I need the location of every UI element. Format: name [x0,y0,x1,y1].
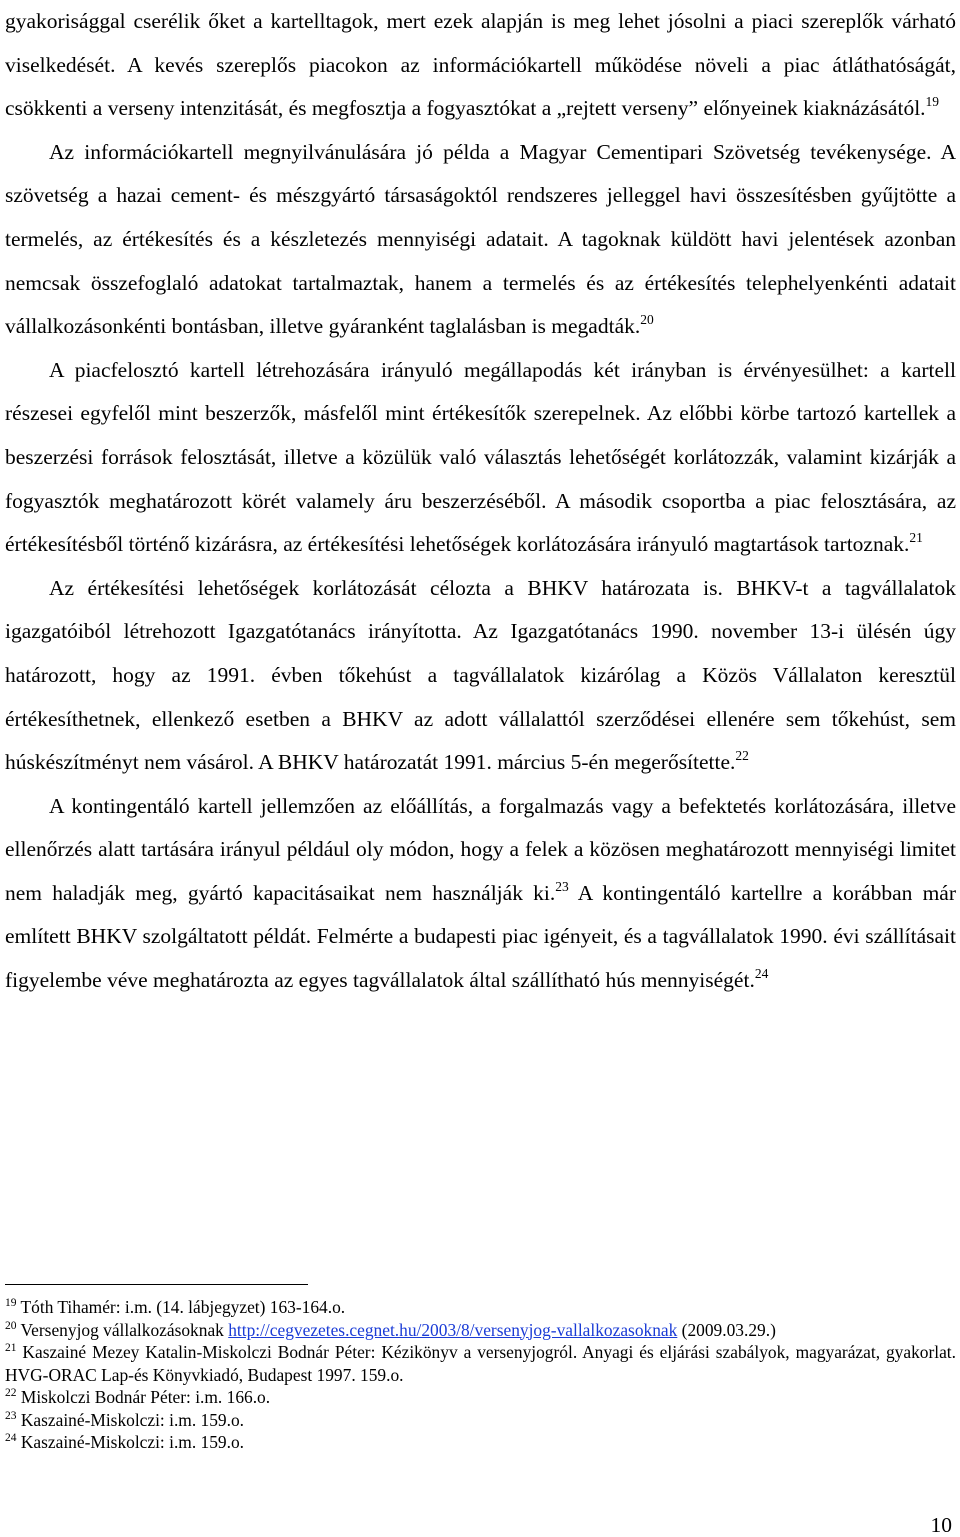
paragraph-text: A kontingentáló kartellre a korábban már említett BHKV szolgáltatott példát. Felmérte a budapesti piac igényeit, és a tagvállalatok 1990. évi szállításait figyelembe véve meghatározta az egyes tagvállalatok által szállítható hús mennyiségét. [5,880,956,993]
footnote-reference: 21 [909,530,923,546]
footnote-text: Kaszainé Mezey Katalin-Miskolczi Bodnár Péter: Kézikönyv a versenyjogról. Anyagi és eljárási szabályok, magyarázat, gyakorlat. HVG-ORAC Lap-és Könyvkiadó, Budapest 1997. 159.o. [5,1342,956,1385]
footnote [5,1431,956,1454]
footnote [5,1409,956,1432]
paragraph-text: Az értékesítési lehetőségek korlátozását célozta a BHKV határozata is. BHKV-t a tagvállalatok igazgatóiból létrehozott Igazgatótanács irányította. Az Igazgatótanács 1990. november 13-i ülésén úgy határozott, hogy az 1991. évben tőkehúst a tagvállalatok kizárólag a Közös Vállalaton keresztül értékesíthetnek, ellenkező esetben a BHKV az adott vállalattól szerződései ellenére sem tőkehúst, sem húskészítményt nem vásárol. A BHKV határozatát 1991. március 5-én megerősítette. [5,575,956,775]
footnote-number: 19 [5,1297,17,1309]
footnote [5,1386,956,1409]
footnote-reference: 24 [754,966,769,982]
page-number: 10 [930,1513,952,1537]
paragraph-text: A piacfelosztó kartell létrehozására irányuló megállapodás két irányban is érvényesülhet: a kartell részesei egyfelől mint beszerzők, másfelől mint értékesítők szerepelnek. Az előbbi körbe tartozó kartellek a beszerzési források felosztását, illetve a közülük való választás lehetőségét korlátozzák, valamint kizárják a fogyasztók meghatározott körét valamely áru beszerzéséből. A második csoportba a piac felosztására, az értékesítésből történő kizárásra, az értékesítési lehetőségek korlátozására irányuló magtartások tartoznak. [5,357,956,557]
paragraph-text: Az információkartell megnyilvánulására jó példa a Magyar Cementipari Szövetség tevékenysége. A szövetség a hazai cement- és mészgyártó társaságoktól rendszeres jelleggel havi összesítésben gyűjtötte a termelés, az értékesítés és a készletezés mennyiségi adatait. A tagoknak küldött havi jelentések azonban nemcsak összefoglaló adatokat tartalmaztak, hanem a termelés és az értékesítés telephelyenkénti adatait vállalkozásonkénti bontásban, illetve gyáranként taglalásban is megadták. [5,139,956,339]
paragraph-text: A kontingentáló kartell jellemzően az előállítás, a forgalmazás vagy a befektetés korlátozására, illetve ellenőrzés alatt tartására irányul például oly módon, hogy a felek a közösen meghatározott mennyiségi limitet nem haladják meg, gyártó kapacitásaikat nem használják ki. [5,793,956,905]
paragraph-text: gyakorisággal cserélik őket a kartelltagok, mert ezek alapján is meg lehet jósolni a piaci szereplők várható viselkedését. A kevés szereplős piacokon az információkartell működése növeli a piac átláthatóságát, csökkenti a verseny intenzitását, és megfosztja a fogyasztókat a „rejtett verseny” előnyeinek kiaknázásától. [5,9,956,121]
document-page [5,0,956,1537]
paragraph [5,131,956,349]
footnotes [5,1296,956,1454]
paragraph [5,785,956,1003]
footnote-reference: 22 [735,748,749,764]
footnote-reference: 20 [640,312,654,328]
footnote-number: 23 [5,1409,17,1422]
paragraph [5,567,956,785]
paragraph [5,349,956,567]
body-text [5,0,956,1003]
footnote-number: 24 [5,1432,17,1444]
footnote [5,1341,956,1386]
footnote-text-suffix: (2009.03.29.) [677,1319,776,1340]
footnote-link[interactable]: http://cegvezetes.cegnet.hu/2003/8/versenyjog-vallalkozasoknak [228,1319,678,1340]
footnote-reference: 19 [925,94,940,110]
paragraph [5,0,956,131]
footnote-text: Kaszainé-Miskolczi: i.m. 159.o. [20,1409,244,1430]
footnote-text: Versenyjog vállalkozásoknak [20,1319,229,1340]
footnote-number: 20 [5,1319,17,1332]
footnote-separator [5,1284,308,1285]
footnote [5,1319,956,1342]
footnote-reference: 23 [555,878,569,894]
footnote-text: Kaszainé-Miskolczi: i.m. 159.o. [20,1432,244,1452]
footnote-text: Tóth Tihamér: i.m. (14. lábjegyzet) 163-164.o. [20,1297,346,1317]
footnote [5,1296,956,1319]
footnote-text: Miskolczi Bodnár Péter: i.m. 166.o. [20,1387,271,1407]
footnote-number: 21 [5,1342,17,1354]
footnote-number: 22 [5,1387,17,1399]
